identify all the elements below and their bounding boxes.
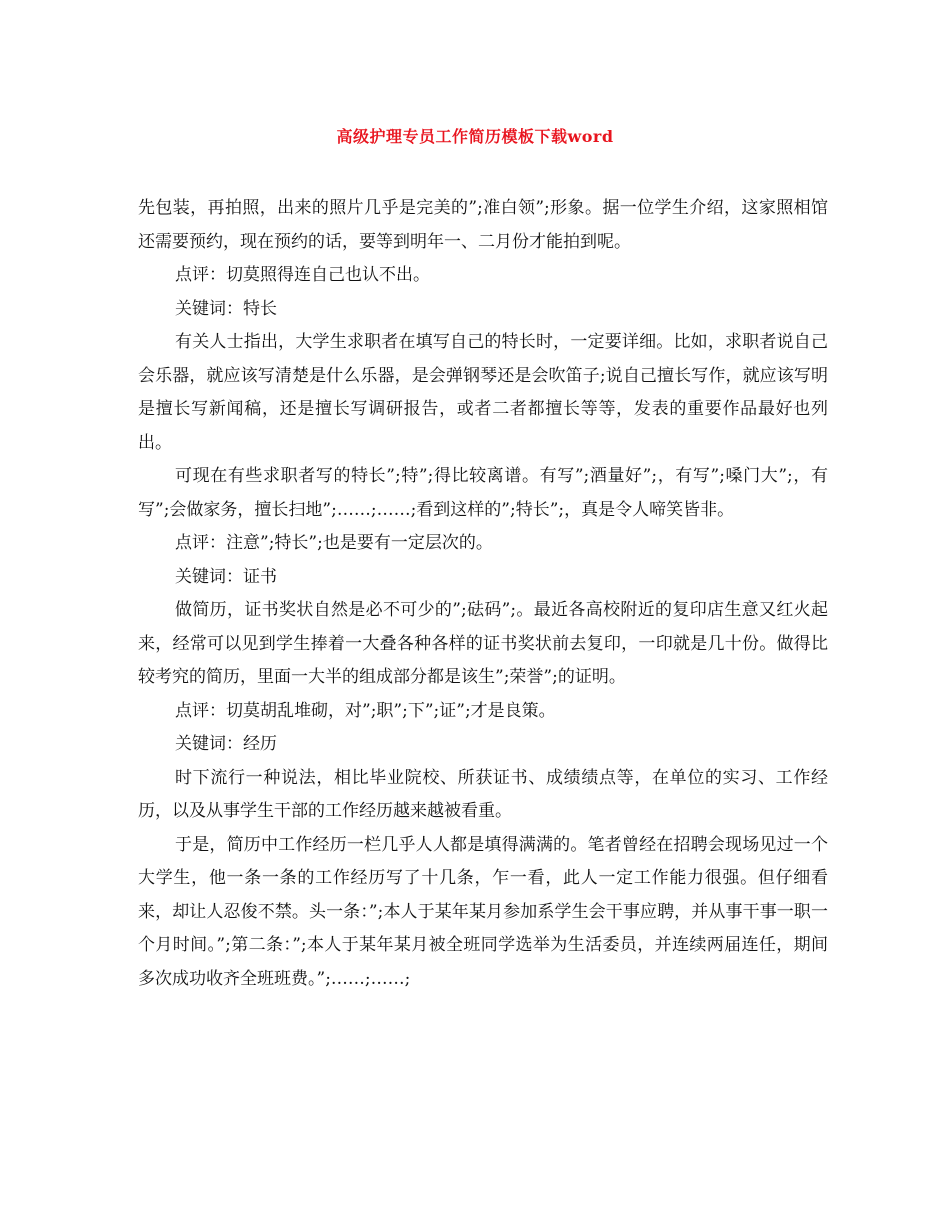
paragraph-experience-trend: 时下流行一种说法，相比毕业院校、所获证书、成绩绩点等，在单位的实习、工作经历，以及从事学生干部的工作经历越来越被看重。: [138, 767, 828, 821]
paragraph-keyword-specialty: 关键词：特长: [175, 298, 277, 319]
paragraph-continuation: 先包装，再拍照，出来的照片几乎是完美的”;准白领”;形象。据一位学生介绍，这家照相馆还需要预约，现在预约的话，要等到明年一、二月份才能拍到呢。: [138, 198, 828, 252]
paragraph-specialty-detail: 有关人士指出，大学生求职者在填写自己的特长时，一定要详细。比如，求职者说自己会乐器，就应该写清楚是什么乐器，是会弹钢琴还是会吹笛子;说自己擅长写作，就应该写明是擅长写新闻稿，还是擅长写调研报告，或者二者都擅长等等，发表的重要作品最好也列出。: [138, 332, 828, 453]
paragraph-keyword-certificate: 关键词：证书: [175, 566, 277, 587]
paragraph-experience-example: 于是，简历中工作经历一栏几乎人人都是填得满满的。笔者曾经在招聘会现场见过一个大学生，他一条一条的工作经历写了十几条，乍一看，此人一定工作能力很强。但仔细看来，却让人忍俊不禁。头一条：”;本人于某年某月参加系学生会干事应聘，并从事干事一职一个月时间。”;第二条：”;本人于某年某月被全班同学选举为生活委员，并连续两届连任，期间多次成功收齐全班班费。”;……;……;: [138, 834, 828, 989]
document-body: [138, 192, 828, 996]
paragraph-keyword-experience: 关键词：经历: [175, 734, 277, 754]
paragraph-comment-1: 点评：切莫照得连自己也认不出。: [175, 265, 430, 285]
document-title: 高级护理专员工作简历模板下载word: [336, 127, 614, 146]
paragraph-comment-2: 点评：注意”;特长”;也是要有一定层次的。: [175, 533, 493, 553]
paragraph-certificate-detail: 做简历，证书奖状自然是必不可少的”;砝码”;。最近各高校附近的复印店生意又红火起来，经常可以见到学生捧着一大叠各种各样的证书奖状前去复印，一印就是几十份。做得比较考究的简历，里面一大半的组成部分都是该生”;荣誉”;的证明。: [138, 600, 828, 687]
paragraph-specialty-examples: 可现在有些求职者写的特长”;特”;得比较离谱。有写”;酒量好”;，有写”;嗓门大”;，有写”;会做家务，擅长扫地”;……;……;看到这样的”;特长”;，真是令人啼笑皆非。: [138, 466, 828, 520]
paragraph-comment-3: 点评：切莫胡乱堆砌，对”;职”;下”;证”;才是良策。: [175, 700, 556, 721]
